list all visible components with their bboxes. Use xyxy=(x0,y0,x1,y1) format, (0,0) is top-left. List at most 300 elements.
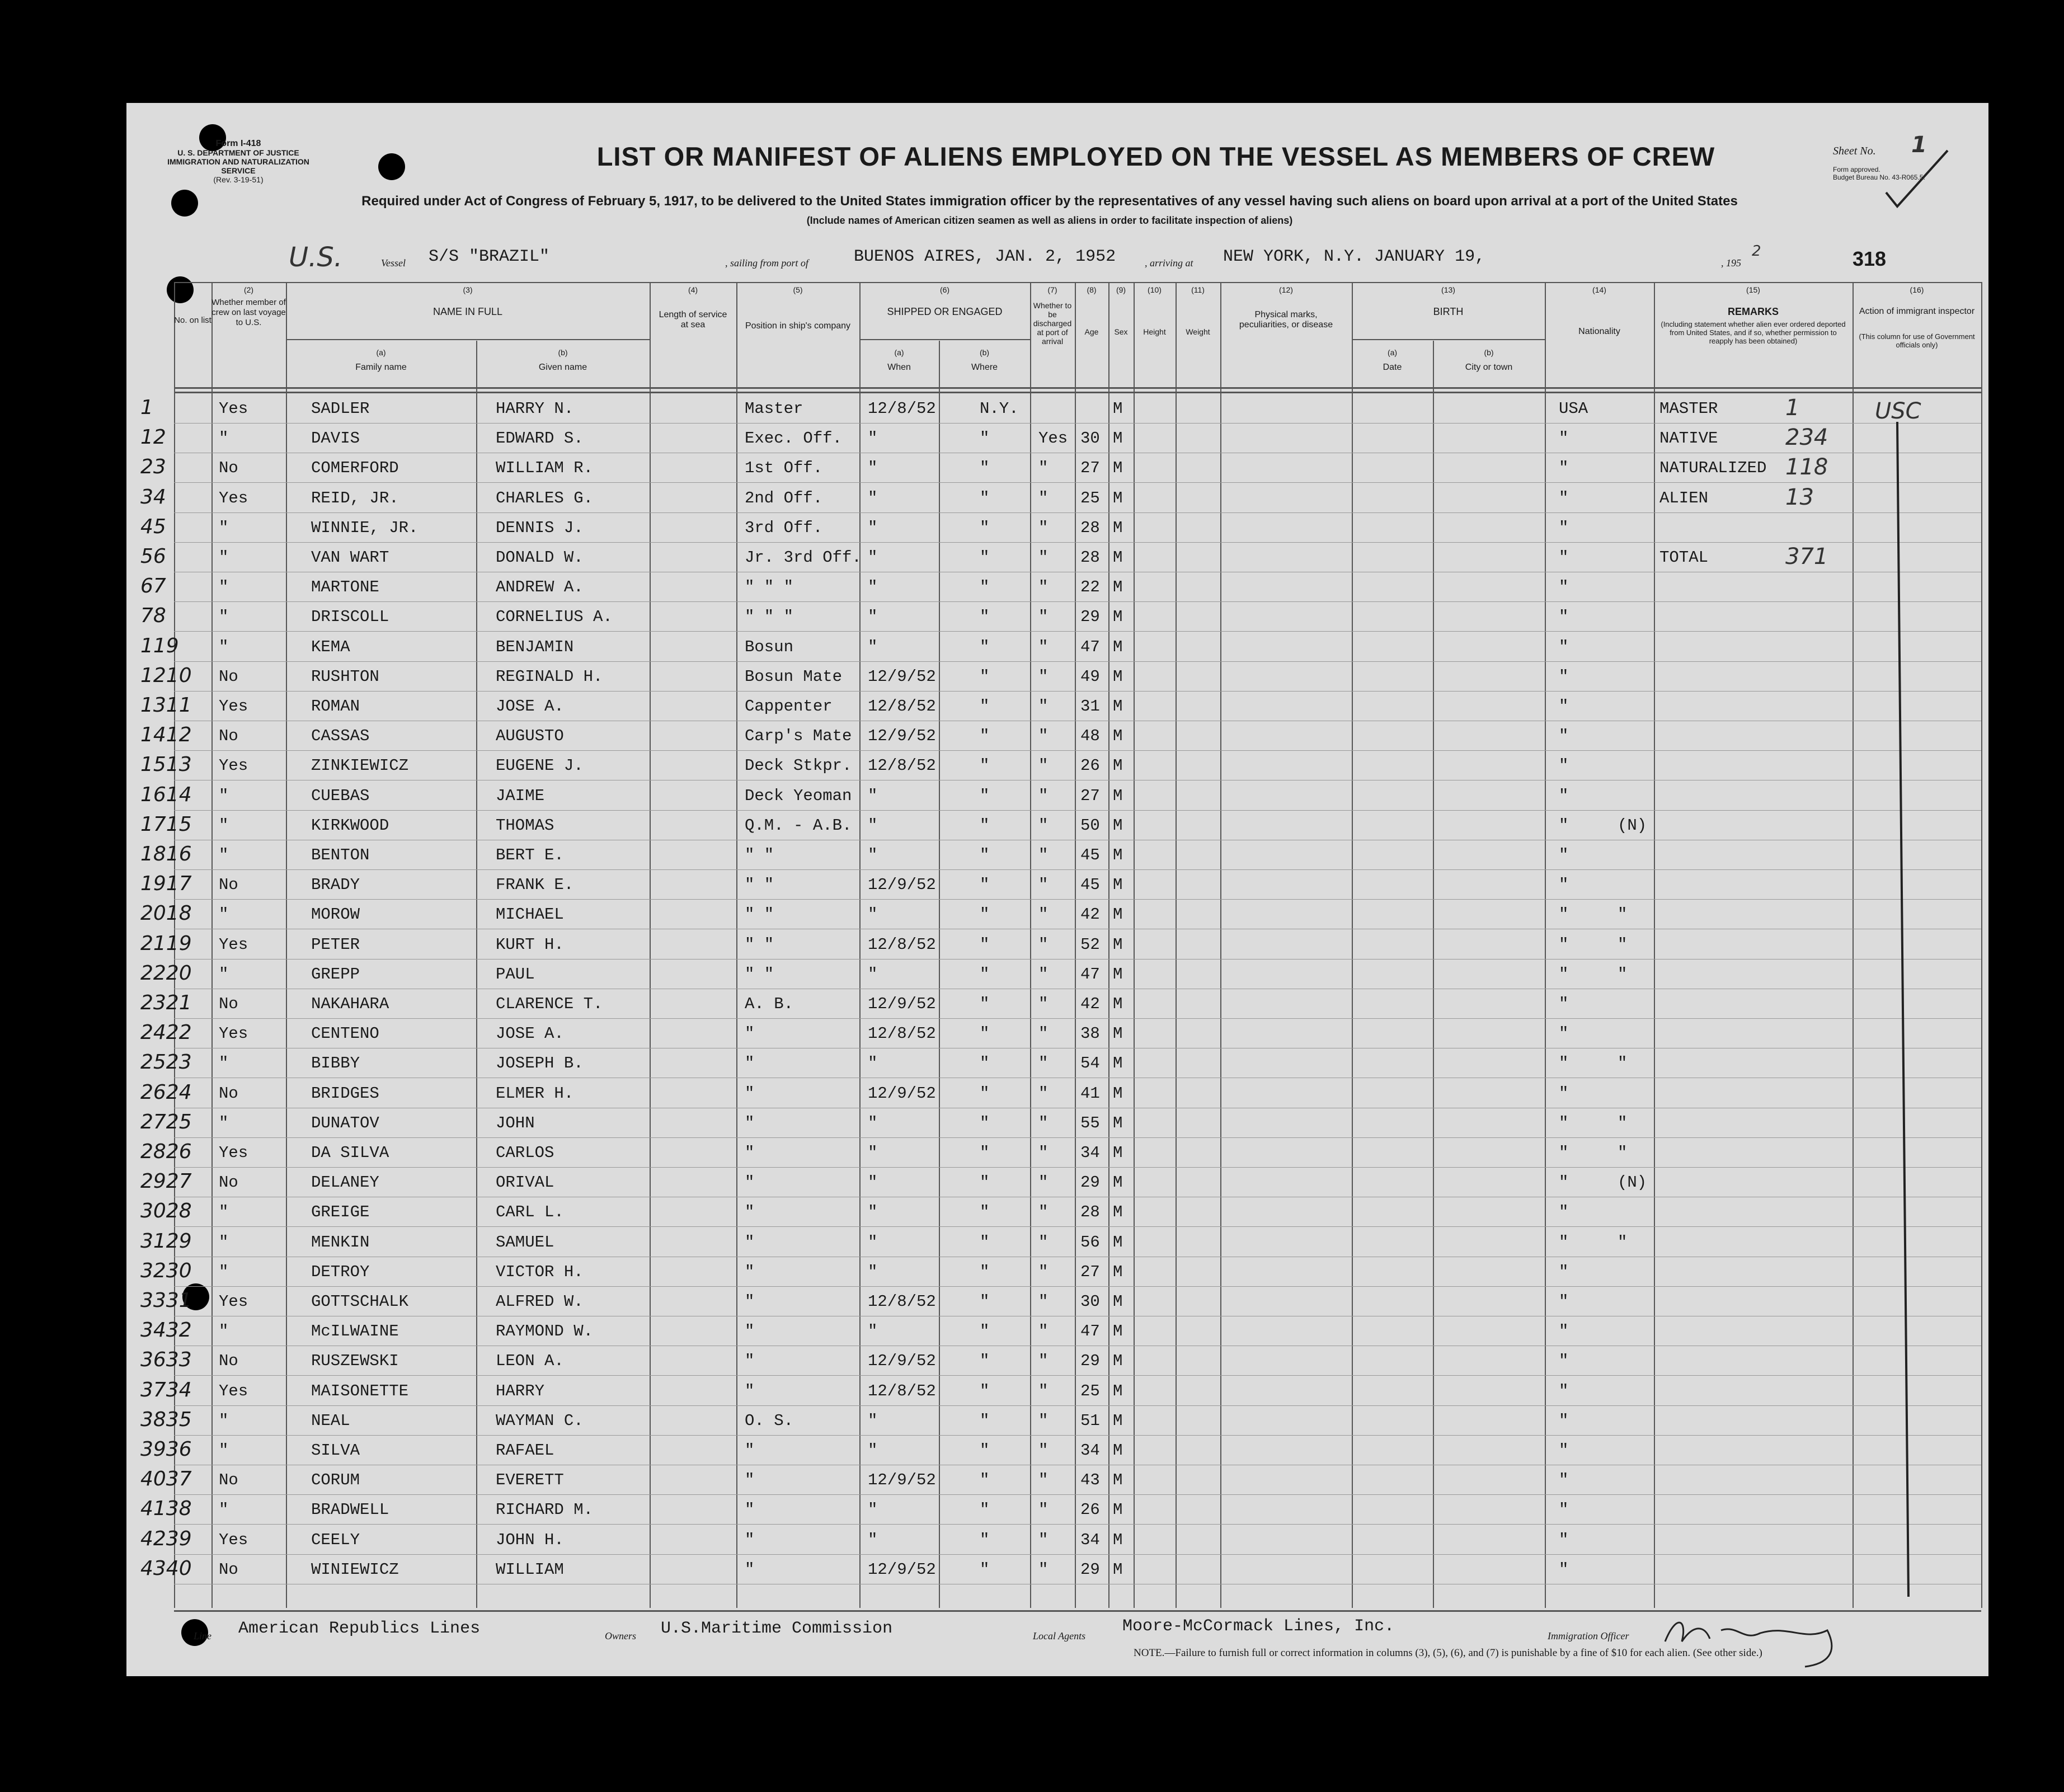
sex: M xyxy=(1113,667,1123,686)
shipped-when: 12/9/52 xyxy=(868,727,936,746)
shipped-when: " xyxy=(868,459,878,478)
position: " xyxy=(745,1352,755,1371)
shipped-where: " xyxy=(980,1054,990,1073)
discharged: " xyxy=(1038,1501,1049,1520)
col-15-num: (15) xyxy=(1746,285,1760,294)
discharged: " xyxy=(1038,905,1049,924)
owners-label: Owners xyxy=(605,1630,637,1642)
table-row xyxy=(140,1138,1981,1168)
table-row xyxy=(140,930,1981,960)
table-row xyxy=(140,1048,1981,1078)
row-number: 3230 xyxy=(140,1259,192,1282)
prev-voyage: " xyxy=(219,965,229,984)
col-family-name: Family name xyxy=(355,363,407,372)
nationality: " xyxy=(1559,1262,1569,1281)
vessel-name: S/S "BRAZIL" xyxy=(429,247,550,266)
prev-voyage: No xyxy=(219,1084,238,1103)
age: 34 xyxy=(1080,1441,1100,1460)
prev-voyage: Yes xyxy=(219,488,248,507)
nationality: " xyxy=(1559,786,1569,805)
shipped-where: " xyxy=(980,756,990,775)
row-number: 3129 xyxy=(140,1229,192,1253)
discharged: " xyxy=(1038,846,1049,864)
sex: M xyxy=(1113,786,1123,805)
table-row xyxy=(140,1108,1981,1138)
nationality: " xyxy=(1559,637,1569,656)
table-row xyxy=(140,453,1981,483)
col-2-num: (2) xyxy=(243,285,254,294)
col-9-num: (9) xyxy=(1116,285,1126,294)
position: " xyxy=(745,1381,755,1400)
given-name: JOSE A. xyxy=(496,1024,564,1043)
col-5-num: (5) xyxy=(793,285,803,294)
sex: M xyxy=(1113,1501,1123,1520)
col-inspector-note: (This column for use of Government officials only) xyxy=(1859,332,1975,349)
table-row xyxy=(140,602,1981,632)
discharged: " xyxy=(1038,965,1049,984)
given-name: PAUL xyxy=(496,965,535,984)
discharged: " xyxy=(1038,935,1049,954)
sex: M xyxy=(1113,637,1123,656)
col-13b-num: (b) xyxy=(1484,348,1494,357)
position: 3rd Off. xyxy=(745,518,823,537)
sex: M xyxy=(1113,995,1123,1013)
row-number: 2220 xyxy=(140,961,192,985)
prev-voyage: " xyxy=(219,905,229,924)
row-number: 4340 xyxy=(140,1556,192,1580)
nationality: USA xyxy=(1559,399,1588,418)
prev-voyage: " xyxy=(219,637,229,656)
age: 25 xyxy=(1080,1381,1100,1400)
prev-voyage: Yes xyxy=(219,399,248,418)
age: 51 xyxy=(1080,1411,1100,1430)
discharged: " xyxy=(1038,1471,1049,1490)
family-name: DETROY xyxy=(311,1262,370,1281)
age: 42 xyxy=(1080,995,1100,1013)
table-row xyxy=(140,811,1981,840)
col-physical-marks: Physical marks, peculiarities, or disease xyxy=(1239,310,1333,330)
sex: M xyxy=(1113,488,1123,507)
age: 56 xyxy=(1080,1233,1100,1252)
nationality: " xyxy=(1559,578,1569,597)
given-name: THOMAS xyxy=(496,816,554,835)
position: " xyxy=(745,1144,755,1162)
col-3a-num: (a) xyxy=(376,348,386,357)
prev-voyage: Yes xyxy=(219,935,248,954)
table-row xyxy=(140,394,1981,424)
position: " xyxy=(745,1173,755,1192)
age: 55 xyxy=(1080,1113,1100,1132)
sex: M xyxy=(1113,578,1123,597)
given-name: CARLOS xyxy=(496,1144,554,1162)
position: " xyxy=(745,1471,755,1490)
family-name: NAKAHARA xyxy=(311,995,389,1013)
discharged: " xyxy=(1038,1560,1049,1579)
sheet-number: 1 xyxy=(1911,132,1927,158)
nationality: " xyxy=(1559,518,1569,537)
prev-voyage: " xyxy=(219,1322,229,1341)
remarks-count: 234 xyxy=(1785,425,1828,451)
discharged: " xyxy=(1038,1262,1049,1281)
nationality: " xyxy=(1559,1173,1569,1192)
age: 22 xyxy=(1080,578,1100,597)
table-row xyxy=(140,513,1981,543)
shipped-when: " xyxy=(868,1530,878,1549)
given-name: LEON A. xyxy=(496,1352,564,1371)
row-number: 1614 xyxy=(140,783,192,806)
age: 29 xyxy=(1080,1560,1100,1579)
age: 28 xyxy=(1080,1203,1100,1222)
shipped-when: 12/9/52 xyxy=(868,1352,936,1371)
prev-voyage: " xyxy=(219,1203,229,1222)
table-row xyxy=(140,632,1981,662)
given-name: JOHN H. xyxy=(496,1530,564,1549)
remarks: ALIEN xyxy=(1659,488,1709,507)
nationality-note: " xyxy=(1618,965,1628,984)
remarks: NATURALIZED xyxy=(1659,459,1767,478)
given-name: SAMUEL xyxy=(496,1233,554,1252)
position: O. S. xyxy=(745,1411,794,1430)
given-name: RAYMOND W. xyxy=(496,1322,594,1341)
family-name: WINIEWICZ xyxy=(311,1560,399,1579)
shipped-when: 12/9/52 xyxy=(868,876,936,895)
given-name: EVERETT xyxy=(496,1471,564,1490)
sex: M xyxy=(1113,1173,1123,1192)
position: " " " xyxy=(745,578,794,597)
position: 1st Off. xyxy=(745,459,823,478)
prev-voyage: No xyxy=(219,1471,238,1490)
shipped-when: 12/8/52 xyxy=(868,935,936,954)
sex: M xyxy=(1113,1054,1123,1073)
discharged: " xyxy=(1038,756,1049,775)
table-row xyxy=(140,840,1981,870)
punch-hole xyxy=(378,153,405,180)
row-number: 1715 xyxy=(140,812,192,836)
officer-label: Immigration Officer xyxy=(1548,1630,1629,1642)
col-13a-num: (a) xyxy=(1387,348,1398,357)
given-name: ANDREW A. xyxy=(496,578,584,597)
given-name: HARRY N. xyxy=(496,399,574,418)
discharged: " xyxy=(1038,578,1049,597)
age: 29 xyxy=(1080,1352,1100,1371)
col-6a-num: (a) xyxy=(894,348,904,357)
sex: M xyxy=(1113,727,1123,746)
table-row xyxy=(140,1227,1981,1257)
row-number: 2927 xyxy=(140,1170,192,1193)
age: 31 xyxy=(1080,697,1100,716)
col-11-num: (11) xyxy=(1191,285,1205,294)
shipped-when: " xyxy=(868,1173,878,1192)
sex: M xyxy=(1113,756,1123,775)
age: 54 xyxy=(1080,1054,1100,1073)
col-prev-voyage: Whether member of crew on last voyage to U.S. xyxy=(211,298,286,327)
position: Cappenter xyxy=(745,697,833,716)
nationality: " xyxy=(1559,548,1569,567)
prev-voyage: " xyxy=(219,548,229,567)
given-name: WILLIAM R. xyxy=(496,459,594,478)
family-name: CORUM xyxy=(311,1471,360,1490)
row-number: 1513 xyxy=(140,753,192,777)
given-name: RAFAEL xyxy=(496,1441,554,1460)
given-name: AUGUSTO xyxy=(496,727,564,746)
age: 45 xyxy=(1080,876,1100,895)
prev-voyage: No xyxy=(219,727,238,746)
position: Bosun Mate xyxy=(745,667,843,686)
shipped-when: " xyxy=(868,905,878,924)
punch-hole xyxy=(171,190,198,217)
shipped-where: " xyxy=(980,1352,990,1371)
shipped-when: " xyxy=(868,1203,878,1222)
shipped-when: " xyxy=(868,965,878,984)
page-title: LIST OR MANIFEST OF ALIENS EMPLOYED ON THE VESSEL AS MEMBERS OF CREW xyxy=(596,142,1715,171)
nationality-note: (N) xyxy=(1618,816,1647,835)
nationality: " xyxy=(1559,1501,1569,1520)
row-number: 23 xyxy=(140,455,166,479)
family-name: GOTTSCHALK xyxy=(311,1292,409,1311)
family-name: RUSZEWSKI xyxy=(311,1352,399,1371)
given-name: VICTOR H. xyxy=(496,1262,584,1281)
table-row xyxy=(140,483,1981,513)
position: " xyxy=(745,1501,755,1520)
row-number: 1816 xyxy=(140,843,192,866)
prev-voyage: Yes xyxy=(219,1292,248,1311)
table-row xyxy=(140,721,1981,751)
family-name: SADLER xyxy=(311,399,370,418)
discharged: " xyxy=(1038,1381,1049,1400)
discharged: " xyxy=(1038,1233,1049,1252)
discharged: " xyxy=(1038,637,1049,656)
shipped-when: " xyxy=(868,1411,878,1430)
family-name: ZINKIEWICZ xyxy=(311,756,409,775)
prev-voyage: No xyxy=(219,1173,238,1192)
shipped-where: " xyxy=(980,578,990,597)
family-name: MARTONE xyxy=(311,578,379,597)
table-row xyxy=(140,1436,1981,1465)
family-name: BRADWELL xyxy=(311,1501,389,1520)
checkmark-icon xyxy=(1883,148,1950,209)
sex: M xyxy=(1113,1381,1123,1400)
nationality: " xyxy=(1559,1471,1569,1490)
shipped-where: " xyxy=(980,905,990,924)
col-8-num: (8) xyxy=(1087,285,1097,294)
prev-voyage: No xyxy=(219,459,238,478)
position: Exec. Off. xyxy=(745,429,843,448)
remarks-count: 1 xyxy=(1785,395,1800,421)
nationality: " xyxy=(1559,697,1569,716)
prev-voyage: Yes xyxy=(219,756,248,775)
discharged: " xyxy=(1038,1530,1049,1549)
family-name: REID, JR. xyxy=(311,488,399,507)
shipped-where: " xyxy=(980,608,990,627)
age: 28 xyxy=(1080,518,1100,537)
revision: (Rev. 3-19-51) xyxy=(213,175,264,184)
prev-voyage: No xyxy=(219,1560,238,1579)
discharged: " xyxy=(1038,786,1049,805)
col-10-num: (10) xyxy=(1148,285,1162,294)
shipped-when: " xyxy=(868,1113,878,1132)
sex: M xyxy=(1113,1560,1123,1579)
sex: M xyxy=(1113,816,1123,835)
sex: M xyxy=(1113,1530,1123,1549)
sex: M xyxy=(1113,1233,1123,1252)
table-row xyxy=(140,870,1981,900)
age: 27 xyxy=(1080,459,1100,478)
shipped-where: " xyxy=(980,1173,990,1192)
position: " " xyxy=(745,935,774,954)
shipped-when: " xyxy=(868,1233,878,1252)
position: Carp's Mate xyxy=(745,727,852,746)
age: 29 xyxy=(1080,1173,1100,1192)
remarks: TOTAL xyxy=(1659,548,1709,567)
shipped-when: " xyxy=(868,816,878,835)
prev-voyage: Yes xyxy=(219,697,248,716)
position: " " xyxy=(745,905,774,924)
nationality: " xyxy=(1559,846,1569,864)
col-length-service: Length of service at sea xyxy=(659,310,727,330)
nationality: " xyxy=(1559,1113,1569,1132)
prev-voyage: " xyxy=(219,578,229,597)
nationality: " xyxy=(1559,1381,1569,1400)
shipped-when: " xyxy=(868,1262,878,1281)
position: Bosun xyxy=(745,637,794,656)
table-row xyxy=(140,1257,1981,1287)
col-where: Where xyxy=(971,363,998,372)
position: " " xyxy=(745,876,774,895)
age: 50 xyxy=(1080,816,1100,835)
family-name: KIRKWOOD xyxy=(311,816,389,835)
row-number: 3936 xyxy=(140,1438,192,1461)
table-row xyxy=(140,1346,1981,1376)
nationality: " xyxy=(1559,1560,1569,1579)
prev-voyage: Yes xyxy=(219,1024,248,1043)
shipped-where: " xyxy=(980,429,990,448)
age: 47 xyxy=(1080,1322,1100,1341)
table-row xyxy=(140,1465,1981,1495)
budget-bureau: Budget Bureau No. 43-R065.5. xyxy=(1833,173,1925,181)
prev-voyage: " xyxy=(219,1262,229,1281)
nationality-note: " xyxy=(1618,935,1628,954)
nationality: " xyxy=(1559,905,1569,924)
nationality-note: " xyxy=(1618,1144,1628,1162)
col-position: Position in ship's company xyxy=(745,321,851,331)
shipped-when: " xyxy=(868,786,878,805)
position: " xyxy=(745,1203,755,1222)
col-3b-num: (b) xyxy=(558,348,568,357)
family-name: CEELY xyxy=(311,1530,360,1549)
col-remarks-note: (Including statement whether alien ever ordered deported from United States, and if so, whether permission to reapply has been obtained) xyxy=(1661,320,1846,345)
prev-voyage: " xyxy=(219,1233,229,1252)
nationality: " xyxy=(1559,1441,1569,1460)
discharged: " xyxy=(1038,488,1049,507)
shipped-when: " xyxy=(868,548,878,567)
family-name: CASSAS xyxy=(311,727,370,746)
family-name: WINNIE, JR. xyxy=(311,518,419,537)
agents-value: Moore-McCormack Lines, Inc. xyxy=(1122,1617,1395,1636)
row-number: 3331 xyxy=(140,1289,192,1312)
shipped-when: 12/8/52 xyxy=(868,1024,936,1043)
shipped-when: 12/8/52 xyxy=(868,697,936,716)
shipped-where: " xyxy=(980,459,990,478)
age: 27 xyxy=(1080,1262,1100,1281)
family-name: BRIDGES xyxy=(311,1084,379,1103)
age: 52 xyxy=(1080,935,1100,954)
age: 30 xyxy=(1080,429,1100,448)
col-6-num: (6) xyxy=(939,285,950,294)
form-approved: Form approved. xyxy=(1833,166,1880,173)
shipped-where: " xyxy=(980,1441,990,1460)
family-name: BRADY xyxy=(311,876,360,895)
position: Jr. 3rd Off. xyxy=(745,548,862,567)
given-name: REGINALD H. xyxy=(496,667,603,686)
sex: M xyxy=(1113,1113,1123,1132)
row-number: 67 xyxy=(140,575,166,598)
nationality: " xyxy=(1559,608,1569,627)
given-name: CLARENCE T. xyxy=(496,995,603,1013)
position: " " xyxy=(745,965,774,984)
given-name: WAYMAN C. xyxy=(496,1411,584,1430)
family-name: DAVIS xyxy=(311,429,360,448)
sheet-label: Sheet No. xyxy=(1833,145,1876,157)
shipped-when: " xyxy=(868,846,878,864)
age: 45 xyxy=(1080,846,1100,864)
shipped-where: " xyxy=(980,1471,990,1490)
family-name: NEAL xyxy=(311,1411,350,1430)
sex: M xyxy=(1113,548,1123,567)
shipped-when: 12/9/52 xyxy=(868,995,936,1013)
given-name: BERT E. xyxy=(496,846,564,864)
family-name: CENTENO xyxy=(311,1024,379,1043)
nationality: " xyxy=(1559,488,1569,507)
sex: M xyxy=(1113,697,1123,716)
prev-voyage: " xyxy=(219,1411,229,1430)
row-number: 2422 xyxy=(140,1021,192,1045)
shipped-when: " xyxy=(868,608,878,627)
nationality: " xyxy=(1559,429,1569,448)
col-6b-num: (b) xyxy=(979,348,990,357)
row-number: 2018 xyxy=(140,902,192,925)
row-number: 2624 xyxy=(140,1080,192,1104)
discharged: " xyxy=(1038,608,1049,627)
given-name: CARL L. xyxy=(496,1203,564,1222)
row-number: 1311 xyxy=(140,694,192,717)
given-name: JOHN xyxy=(496,1113,535,1132)
prev-voyage: No xyxy=(219,667,238,686)
position: A. B. xyxy=(745,995,794,1013)
row-number: 2725 xyxy=(140,1110,192,1133)
col-height: Height xyxy=(1143,327,1166,336)
row-number: 56 xyxy=(140,545,166,568)
row-number: 1917 xyxy=(140,872,192,896)
discharged: " xyxy=(1038,1292,1049,1311)
shipped-where: " xyxy=(980,1144,990,1162)
discharged: " xyxy=(1038,1084,1049,1103)
table-row xyxy=(140,1406,1981,1436)
shipped-where: N.Y. xyxy=(980,399,1019,418)
given-name: CORNELIUS A. xyxy=(496,608,613,627)
shipped-where: " xyxy=(980,995,990,1013)
table-row xyxy=(140,1495,1981,1525)
sailing-label: , sailing from port of xyxy=(725,257,808,269)
sex: M xyxy=(1113,876,1123,895)
discharged: " xyxy=(1038,1144,1049,1162)
discharged: " xyxy=(1038,518,1049,537)
position: " xyxy=(745,1233,755,1252)
col-weight: Weight xyxy=(1186,327,1210,336)
prev-voyage: " xyxy=(219,816,229,835)
shipped-when: " xyxy=(868,1054,878,1073)
nationality: " xyxy=(1559,459,1569,478)
manifest-page xyxy=(126,103,1988,1676)
